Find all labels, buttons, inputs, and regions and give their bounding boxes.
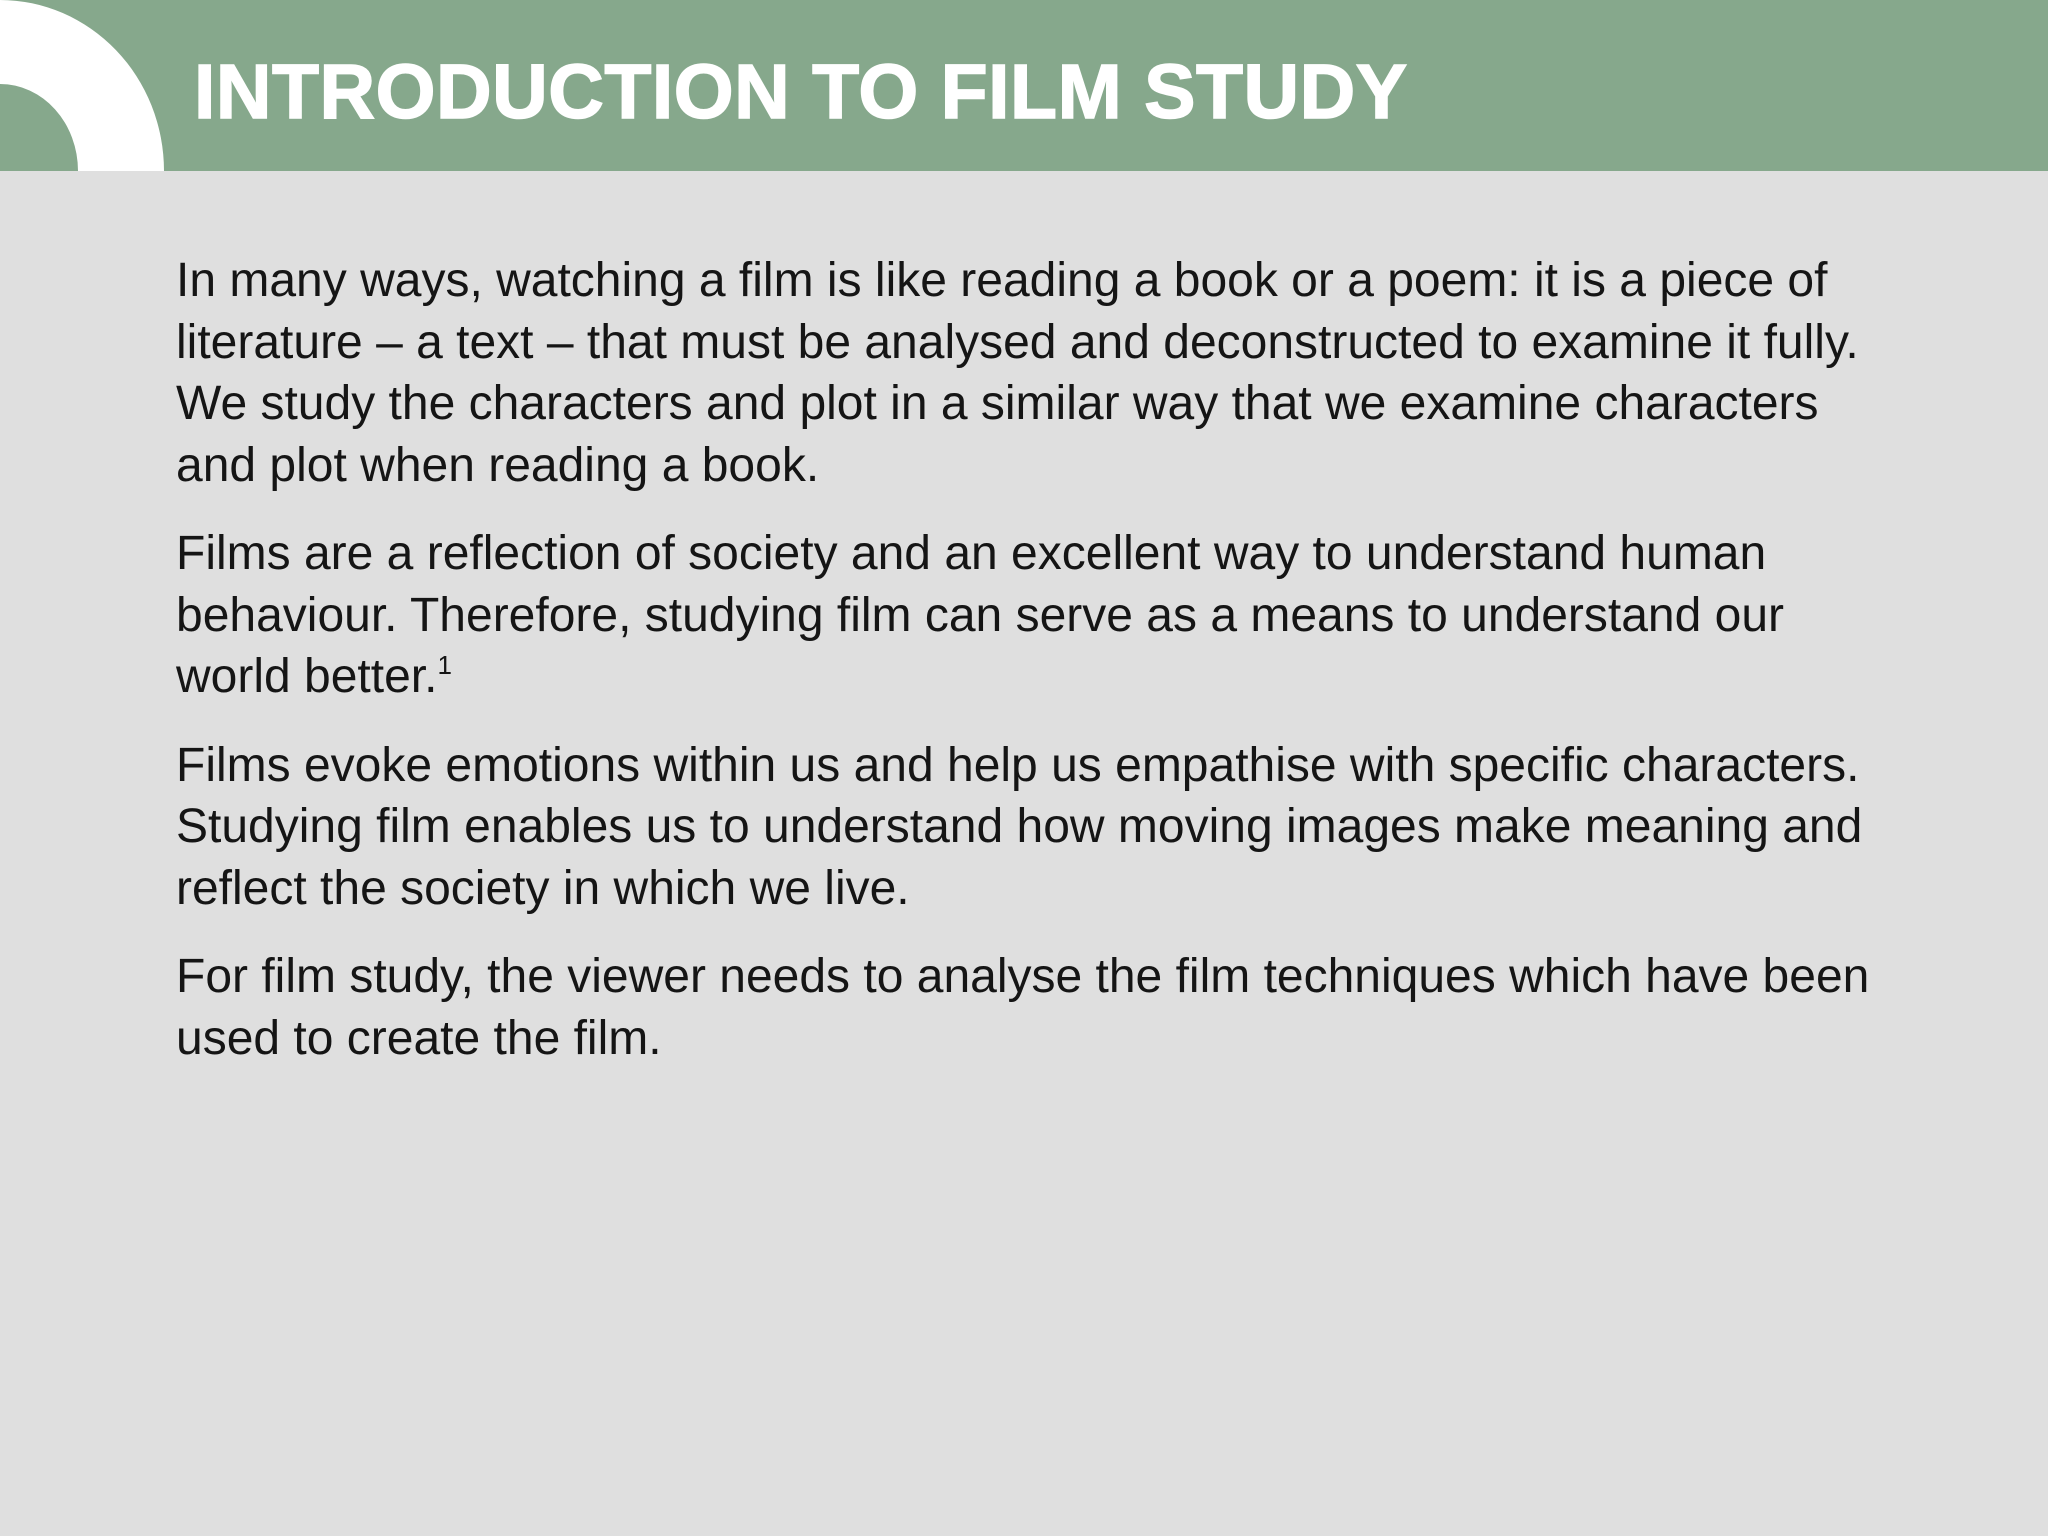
body-paragraph-text: Films are a reflection of society and an excellent way to understand human behaviour. Therefore, studying film can serve as a means to understand our world better. bbox=[176, 527, 1785, 703]
body-paragraph-3 bbox=[176, 735, 1896, 920]
body-paragraph-text: Films evoke emotions within us and help us empathise with specific characters. Studying film enables us to understand how moving images make meaning and reflect the society in which we live. bbox=[176, 738, 1863, 915]
slide-body bbox=[176, 250, 1896, 1096]
body-paragraph-1 bbox=[176, 250, 1896, 496]
header-bar bbox=[0, 0, 2048, 171]
body-paragraph-text: In many ways, watching a film is like reading a book or a poem: it is a piece of literature – a text – that must be analysed and deconstructed to examine it fully. We study the characters and plot in a similar way that we examine characters and plot when reading a book. bbox=[176, 254, 1859, 492]
footnote-reference: 1 bbox=[437, 650, 452, 680]
body-paragraph-2 bbox=[176, 523, 1896, 708]
body-paragraph-4 bbox=[176, 946, 1896, 1069]
decorative-arc-shape bbox=[0, 0, 200, 171]
body-paragraph-text: For film study, the viewer needs to analyse the film techniques which have been used to create the film. bbox=[176, 950, 1870, 1065]
page-title: INTRODUCTION TO FILM STUDY bbox=[194, 49, 1408, 135]
